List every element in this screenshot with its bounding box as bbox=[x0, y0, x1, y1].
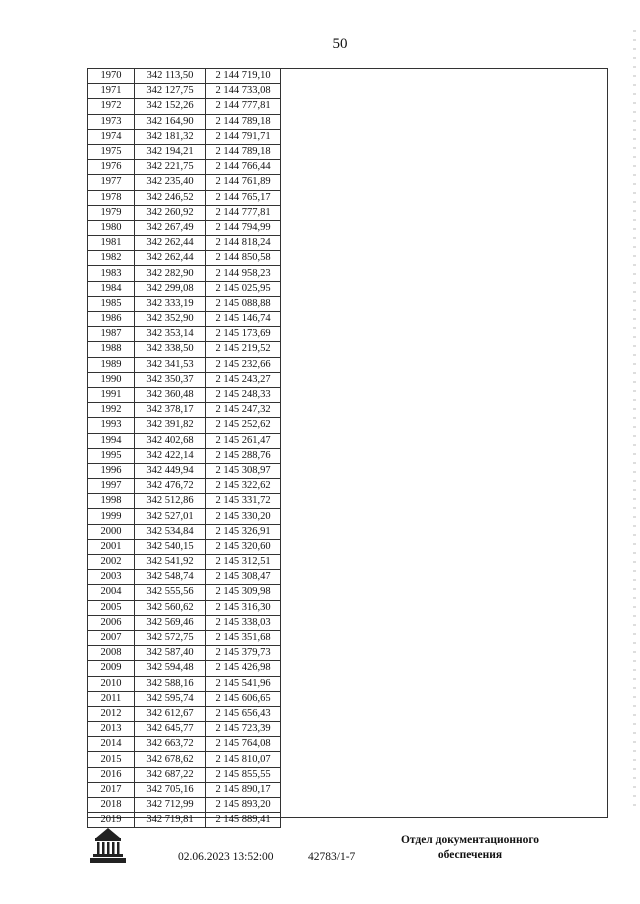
point-number-cell: 2017 bbox=[88, 782, 135, 797]
y-coordinate-cell: 2 144 958,23 bbox=[206, 266, 281, 281]
table-row bbox=[88, 661, 281, 676]
y-coordinate-cell: 2 145 889,41 bbox=[206, 813, 281, 828]
point-number-cell: 2003 bbox=[88, 570, 135, 585]
x-coordinate-cell: 342 113,50 bbox=[135, 69, 206, 84]
table-row bbox=[88, 190, 281, 205]
x-coordinate-cell: 342 548,74 bbox=[135, 570, 206, 585]
point-number-cell: 2013 bbox=[88, 722, 135, 737]
table-row bbox=[88, 342, 281, 357]
point-number-cell: 2004 bbox=[88, 585, 135, 600]
table-row bbox=[88, 251, 281, 266]
y-coordinate-cell: 2 145 025,95 bbox=[206, 281, 281, 296]
point-number-cell: 2010 bbox=[88, 676, 135, 691]
x-coordinate-cell: 342 588,16 bbox=[135, 676, 206, 691]
point-number-cell: 1997 bbox=[88, 479, 135, 494]
y-coordinate-cell: 2 145 308,97 bbox=[206, 463, 281, 478]
table-row bbox=[88, 144, 281, 159]
point-number-cell: 1970 bbox=[88, 69, 135, 84]
x-coordinate-cell: 342 360,48 bbox=[135, 387, 206, 402]
y-coordinate-cell: 2 144 791,71 bbox=[206, 129, 281, 144]
y-coordinate-cell: 2 145 541,96 bbox=[206, 676, 281, 691]
table-row bbox=[88, 129, 281, 144]
x-coordinate-cell: 342 181,32 bbox=[135, 129, 206, 144]
point-number-cell: 1977 bbox=[88, 175, 135, 190]
x-coordinate-cell: 342 194,21 bbox=[135, 144, 206, 159]
point-number-cell: 1978 bbox=[88, 190, 135, 205]
point-number-cell: 2014 bbox=[88, 737, 135, 752]
table-row bbox=[88, 84, 281, 99]
y-coordinate-cell: 2 145 351,68 bbox=[206, 630, 281, 645]
table-row bbox=[88, 448, 281, 463]
y-coordinate-cell: 2 144 777,81 bbox=[206, 99, 281, 114]
point-number-cell: 1976 bbox=[88, 160, 135, 175]
point-number-cell: 1988 bbox=[88, 342, 135, 357]
table-row bbox=[88, 372, 281, 387]
point-number-cell: 1999 bbox=[88, 509, 135, 524]
y-coordinate-cell: 2 145 331,72 bbox=[206, 494, 281, 509]
y-coordinate-cell: 2 145 379,73 bbox=[206, 646, 281, 661]
point-number-cell: 2006 bbox=[88, 615, 135, 630]
table-row bbox=[88, 296, 281, 311]
y-coordinate-cell: 2 145 173,69 bbox=[206, 327, 281, 342]
y-coordinate-cell: 2 145 243,27 bbox=[206, 372, 281, 387]
table-row bbox=[88, 403, 281, 418]
y-coordinate-cell: 2 144 761,89 bbox=[206, 175, 281, 190]
point-number-cell: 1983 bbox=[88, 266, 135, 281]
y-coordinate-cell: 2 145 288,76 bbox=[206, 448, 281, 463]
table-row bbox=[88, 494, 281, 509]
x-coordinate-cell: 342 262,44 bbox=[135, 251, 206, 266]
table-row bbox=[88, 114, 281, 129]
y-coordinate-cell: 2 145 326,91 bbox=[206, 524, 281, 539]
y-coordinate-cell: 2 145 261,47 bbox=[206, 433, 281, 448]
x-coordinate-cell: 342 246,52 bbox=[135, 190, 206, 205]
table-row bbox=[88, 706, 281, 721]
margin-scan-marks bbox=[633, 30, 636, 810]
y-coordinate-cell: 2 144 850,58 bbox=[206, 251, 281, 266]
table-row bbox=[88, 463, 281, 478]
table-row bbox=[88, 737, 281, 752]
y-coordinate-cell: 2 145 248,33 bbox=[206, 387, 281, 402]
table-row bbox=[88, 205, 281, 220]
point-number-cell: 1971 bbox=[88, 84, 135, 99]
y-coordinate-cell: 2 145 088,88 bbox=[206, 296, 281, 311]
table-row bbox=[88, 570, 281, 585]
point-number-cell: 2016 bbox=[88, 767, 135, 782]
point-number-cell: 2015 bbox=[88, 752, 135, 767]
table-row bbox=[88, 600, 281, 615]
y-coordinate-cell: 2 144 789,18 bbox=[206, 144, 281, 159]
point-number-cell: 1974 bbox=[88, 129, 135, 144]
y-coordinate-cell: 2 145 426,98 bbox=[206, 661, 281, 676]
table-row bbox=[88, 782, 281, 797]
x-coordinate-cell: 342 705,16 bbox=[135, 782, 206, 797]
y-coordinate-cell: 2 145 146,74 bbox=[206, 312, 281, 327]
x-coordinate-cell: 342 152,26 bbox=[135, 99, 206, 114]
point-number-cell: 1972 bbox=[88, 99, 135, 114]
footer-document-number: 42783/1-7 bbox=[308, 851, 356, 863]
x-coordinate-cell: 342 299,08 bbox=[135, 281, 206, 296]
x-coordinate-cell: 342 164,90 bbox=[135, 114, 206, 129]
point-number-cell: 1993 bbox=[88, 418, 135, 433]
x-coordinate-cell: 342 402,68 bbox=[135, 433, 206, 448]
point-number-cell: 2007 bbox=[88, 630, 135, 645]
y-coordinate-cell: 2 144 789,18 bbox=[206, 114, 281, 129]
y-coordinate-cell: 2 145 764,08 bbox=[206, 737, 281, 752]
point-number-cell: 2005 bbox=[88, 600, 135, 615]
point-number-cell: 2018 bbox=[88, 798, 135, 813]
footer-department bbox=[380, 833, 560, 863]
y-coordinate-cell: 2 144 794,99 bbox=[206, 220, 281, 235]
x-coordinate-cell: 342 594,48 bbox=[135, 661, 206, 676]
y-coordinate-cell: 2 145 252,62 bbox=[206, 418, 281, 433]
x-coordinate-cell: 342 282,90 bbox=[135, 266, 206, 281]
point-number-cell: 1992 bbox=[88, 403, 135, 418]
x-coordinate-cell: 342 645,77 bbox=[135, 722, 206, 737]
point-number-cell: 2009 bbox=[88, 661, 135, 676]
x-coordinate-cell: 342 663,72 bbox=[135, 737, 206, 752]
y-coordinate-cell: 2 144 733,08 bbox=[206, 84, 281, 99]
table-row bbox=[88, 236, 281, 251]
x-coordinate-cell: 342 569,46 bbox=[135, 615, 206, 630]
x-coordinate-cell: 342 341,53 bbox=[135, 357, 206, 372]
table-row bbox=[88, 585, 281, 600]
x-coordinate-cell: 342 262,44 bbox=[135, 236, 206, 251]
x-coordinate-cell: 342 587,40 bbox=[135, 646, 206, 661]
y-coordinate-cell: 2 145 855,55 bbox=[206, 767, 281, 782]
point-number-cell: 1987 bbox=[88, 327, 135, 342]
table-row bbox=[88, 691, 281, 706]
x-coordinate-cell: 342 678,62 bbox=[135, 752, 206, 767]
x-coordinate-cell: 342 687,22 bbox=[135, 767, 206, 782]
point-number-cell: 1980 bbox=[88, 220, 135, 235]
coordinates-table bbox=[87, 68, 281, 828]
point-number-cell: 2019 bbox=[88, 813, 135, 828]
point-number-cell: 2011 bbox=[88, 691, 135, 706]
page-number: 50 bbox=[332, 36, 348, 52]
x-coordinate-cell: 342 476,72 bbox=[135, 479, 206, 494]
x-coordinate-cell: 342 449,94 bbox=[135, 463, 206, 478]
x-coordinate-cell: 342 534,84 bbox=[135, 524, 206, 539]
point-number-cell: 1973 bbox=[88, 114, 135, 129]
point-number-cell: 2008 bbox=[88, 646, 135, 661]
table-row bbox=[88, 266, 281, 281]
table-row bbox=[88, 615, 281, 630]
x-coordinate-cell: 342 221,75 bbox=[135, 160, 206, 175]
x-coordinate-cell: 342 422,14 bbox=[135, 448, 206, 463]
y-coordinate-cell: 2 145 322,62 bbox=[206, 479, 281, 494]
x-coordinate-cell: 342 353,14 bbox=[135, 327, 206, 342]
y-coordinate-cell: 2 145 312,51 bbox=[206, 555, 281, 570]
y-coordinate-cell: 2 145 320,60 bbox=[206, 539, 281, 554]
table-row bbox=[88, 479, 281, 494]
x-coordinate-cell: 342 541,92 bbox=[135, 555, 206, 570]
y-coordinate-cell: 2 144 719,10 bbox=[206, 69, 281, 84]
point-number-cell: 2000 bbox=[88, 524, 135, 539]
table-row bbox=[88, 752, 281, 767]
y-coordinate-cell: 2 145 606,65 bbox=[206, 691, 281, 706]
x-coordinate-cell: 342 572,75 bbox=[135, 630, 206, 645]
x-coordinate-cell: 342 391,82 bbox=[135, 418, 206, 433]
x-coordinate-cell: 342 378,17 bbox=[135, 403, 206, 418]
point-number-cell: 1986 bbox=[88, 312, 135, 327]
table-row bbox=[88, 555, 281, 570]
point-number-cell: 1991 bbox=[88, 387, 135, 402]
table-row bbox=[88, 160, 281, 175]
y-coordinate-cell: 2 145 316,30 bbox=[206, 600, 281, 615]
table-row bbox=[88, 175, 281, 190]
table-row bbox=[88, 220, 281, 235]
x-coordinate-cell: 342 527,01 bbox=[135, 509, 206, 524]
x-coordinate-cell: 342 127,75 bbox=[135, 84, 206, 99]
point-number-cell: 1989 bbox=[88, 357, 135, 372]
footer-datetime: 02.06.2023 13:52:00 bbox=[178, 851, 274, 863]
y-coordinate-cell: 2 145 330,20 bbox=[206, 509, 281, 524]
table-row bbox=[88, 676, 281, 691]
table-row bbox=[88, 99, 281, 114]
table-row bbox=[88, 767, 281, 782]
table-row bbox=[88, 433, 281, 448]
table-row bbox=[88, 387, 281, 402]
x-coordinate-cell: 342 350,37 bbox=[135, 372, 206, 387]
point-number-cell: 1981 bbox=[88, 236, 135, 251]
coordinates-table-body bbox=[88, 69, 281, 828]
y-coordinate-cell: 2 145 893,20 bbox=[206, 798, 281, 813]
table-row bbox=[88, 509, 281, 524]
point-number-cell: 1995 bbox=[88, 448, 135, 463]
y-coordinate-cell: 2 145 247,32 bbox=[206, 403, 281, 418]
y-coordinate-cell: 2 144 766,44 bbox=[206, 160, 281, 175]
point-number-cell: 1984 bbox=[88, 281, 135, 296]
x-coordinate-cell: 342 338,50 bbox=[135, 342, 206, 357]
point-number-cell: 1982 bbox=[88, 251, 135, 266]
x-coordinate-cell: 342 260,92 bbox=[135, 205, 206, 220]
table-row bbox=[88, 281, 281, 296]
y-coordinate-cell: 2 145 309,98 bbox=[206, 585, 281, 600]
x-coordinate-cell: 342 612,67 bbox=[135, 706, 206, 721]
y-coordinate-cell: 2 144 777,81 bbox=[206, 205, 281, 220]
point-number-cell: 1975 bbox=[88, 144, 135, 159]
table-row bbox=[88, 69, 281, 84]
y-coordinate-cell: 2 144 818,24 bbox=[206, 236, 281, 251]
table-row bbox=[88, 798, 281, 813]
table-row bbox=[88, 327, 281, 342]
y-coordinate-cell: 2 145 219,52 bbox=[206, 342, 281, 357]
x-coordinate-cell: 342 712,99 bbox=[135, 798, 206, 813]
y-coordinate-cell: 2 145 656,43 bbox=[206, 706, 281, 721]
point-number-cell: 1990 bbox=[88, 372, 135, 387]
table-row bbox=[88, 646, 281, 661]
x-coordinate-cell: 342 352,90 bbox=[135, 312, 206, 327]
point-number-cell: 2002 bbox=[88, 555, 135, 570]
x-coordinate-cell: 342 719,81 bbox=[135, 813, 206, 828]
footer-department-line1: Отдел документационного bbox=[400, 834, 540, 846]
y-coordinate-cell: 2 145 232,66 bbox=[206, 357, 281, 372]
y-coordinate-cell: 2 145 890,17 bbox=[206, 782, 281, 797]
table-row bbox=[88, 312, 281, 327]
x-coordinate-cell: 342 540,15 bbox=[135, 539, 206, 554]
point-number-cell: 2012 bbox=[88, 706, 135, 721]
x-coordinate-cell: 342 333,19 bbox=[135, 296, 206, 311]
table-row bbox=[88, 722, 281, 737]
x-coordinate-cell: 342 512,86 bbox=[135, 494, 206, 509]
duma-building-icon bbox=[86, 826, 130, 866]
x-coordinate-cell: 342 267,49 bbox=[135, 220, 206, 235]
x-coordinate-cell: 342 595,74 bbox=[135, 691, 206, 706]
x-coordinate-cell: 342 555,56 bbox=[135, 585, 206, 600]
table-row bbox=[88, 418, 281, 433]
y-coordinate-cell: 2 144 765,17 bbox=[206, 190, 281, 205]
y-coordinate-cell: 2 145 810,07 bbox=[206, 752, 281, 767]
table-row bbox=[88, 524, 281, 539]
point-number-cell: 1996 bbox=[88, 463, 135, 478]
y-coordinate-cell: 2 145 723,39 bbox=[206, 722, 281, 737]
point-number-cell: 1985 bbox=[88, 296, 135, 311]
table-row bbox=[88, 357, 281, 372]
table-row bbox=[88, 539, 281, 554]
table-row bbox=[88, 630, 281, 645]
footer-department-line2: обеспечения bbox=[437, 849, 503, 861]
point-number-cell: 1998 bbox=[88, 494, 135, 509]
x-coordinate-cell: 342 560,62 bbox=[135, 600, 206, 615]
point-number-cell: 1994 bbox=[88, 433, 135, 448]
y-coordinate-cell: 2 145 308,47 bbox=[206, 570, 281, 585]
point-number-cell: 1979 bbox=[88, 205, 135, 220]
y-coordinate-cell: 2 145 338,03 bbox=[206, 615, 281, 630]
point-number-cell: 2001 bbox=[88, 539, 135, 554]
x-coordinate-cell: 342 235,40 bbox=[135, 175, 206, 190]
